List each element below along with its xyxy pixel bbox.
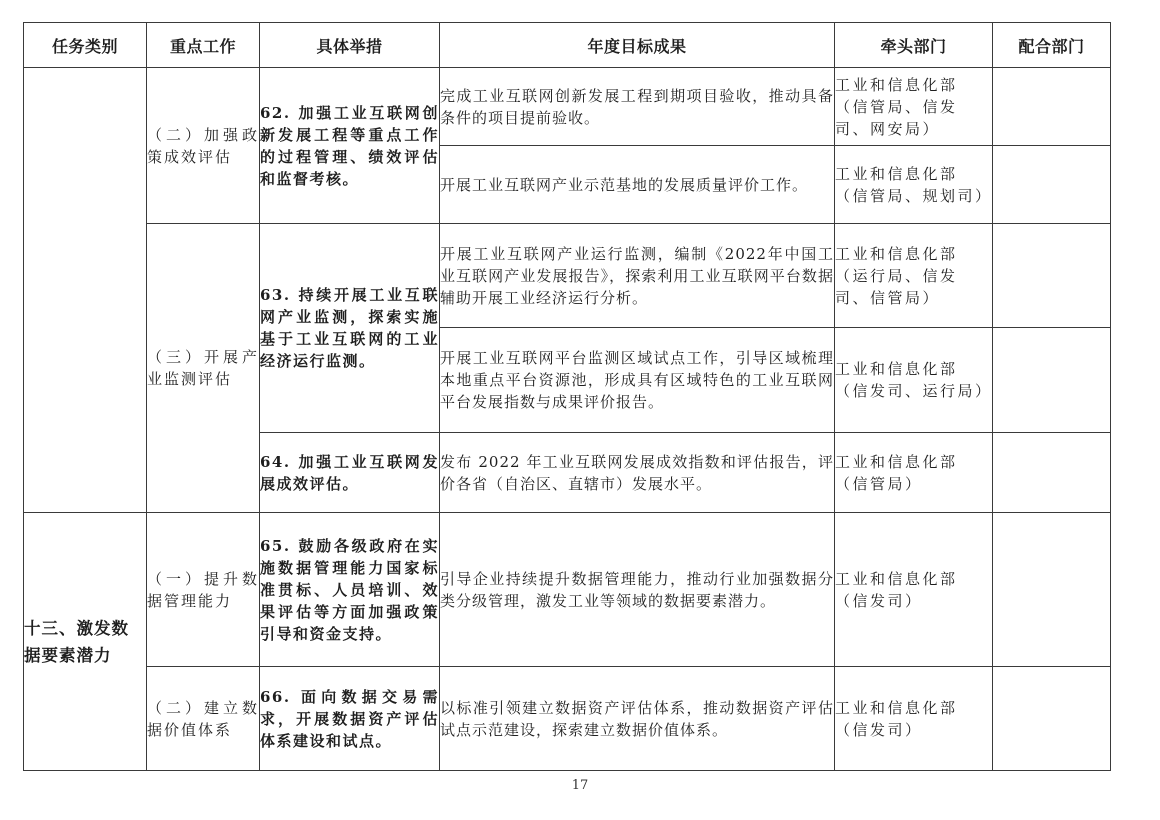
coop-dept-65 — [993, 513, 1111, 667]
category-cell-empty — [24, 68, 147, 513]
header-lead-department: 牵头部门 — [835, 23, 993, 68]
coop-dept-63b — [993, 328, 1111, 433]
header-measures: 具体举措 — [260, 23, 440, 68]
page-number: 17 — [571, 778, 589, 793]
key-work-policy-evaluation: （二）加强政策成效评估 — [147, 68, 260, 224]
table-row — [24, 667, 1111, 771]
header-cooperating-department: 配合部门 — [993, 23, 1111, 68]
lead-dept-63a: 工业和信息化部（运行局、信发司、信管局） — [835, 224, 993, 328]
lead-dept-62a: 工业和信息化部（信管局、信发司、网安局） — [835, 68, 993, 146]
lead-dept-65: 工业和信息化部（信发司） — [835, 513, 993, 667]
header-task-category: 任务类别 — [24, 23, 147, 68]
lead-dept-62b: 工业和信息化部（信管局、规划司） — [835, 146, 993, 224]
target-63a: 开展工业互联网产业运行监测，编制《2022年中国工业互联网产业发展报告》，探索利用工业互联网平台数据辅助开展工业经济运行分析。 — [440, 224, 835, 328]
coop-dept-62a — [993, 68, 1111, 146]
coop-dept-62b — [993, 146, 1111, 224]
coop-dept-63a — [993, 224, 1111, 328]
coop-dept-64 — [993, 433, 1111, 513]
target-62a: 完成工业互联网创新发展工程到期项目验收，推动具备条件的项目提前验收。 — [440, 68, 835, 146]
target-66: 以标准引领建立数据资产评估体系，推动数据资产评估试点示范建设，探索建立数据价值体系。 — [440, 667, 835, 771]
target-63b: 开展工业互联网平台监测区域试点工作，引导区域梳理本地重点平台资源池，形成具有区域特色的工业互联网平台发展指数与成果评价报告。 — [440, 328, 835, 433]
target-64: 发布 2022 年工业互联网发展成效指数和评估报告，评价各省（自治区、直辖市）发展水平。 — [440, 433, 835, 513]
table-header-row — [24, 23, 1111, 68]
category-data-elements: 十三、激发数据要素潜力 — [24, 513, 147, 771]
target-62b: 开展工业互联网产业示范基地的发展质量评价工作。 — [440, 146, 835, 224]
measure-66: 66. 面向数据交易需求，开展数据资产评估体系建设和试点。 — [260, 667, 440, 771]
measure-65: 65. 鼓励各级政府在实施数据管理能力国家标准贯标、人员培训、效果评估等方面加强政策引导和资金支持。 — [260, 513, 440, 667]
header-key-work: 重点工作 — [147, 23, 260, 68]
coop-dept-66 — [993, 667, 1111, 771]
measure-63: 63. 持续开展工业互联网产业监测，探索实施基于工业互联网的工业经济运行监测。 — [260, 224, 440, 433]
measure-62: 62. 加强工业互联网创新发展工程等重点工作的过程管理、绩效评估和监督考核。 — [260, 68, 440, 224]
measure-64: 64. 加强工业互联网发展成效评估。 — [260, 433, 440, 513]
key-work-data-value-system: （二）建立数据价值体系 — [147, 667, 260, 771]
table-row — [24, 513, 1111, 667]
lead-dept-64: 工业和信息化部（信管局） — [835, 433, 993, 513]
target-65: 引导企业持续提升数据管理能力，推动行业加强数据分类分级管理，激发工业等领域的数据要素潜力。 — [440, 513, 835, 667]
header-annual-target: 年度目标成果 — [440, 23, 835, 68]
key-work-industry-monitoring: （三）开展产业监测评估 — [147, 224, 260, 513]
table-row — [24, 68, 1111, 146]
work-plan-table — [23, 22, 1111, 771]
lead-dept-66: 工业和信息化部（信发司） — [835, 667, 993, 771]
lead-dept-63b: 工业和信息化部（信发司、运行局） — [835, 328, 993, 433]
table-row — [24, 224, 1111, 328]
key-work-data-management: （一）提升数据管理能力 — [147, 513, 260, 667]
